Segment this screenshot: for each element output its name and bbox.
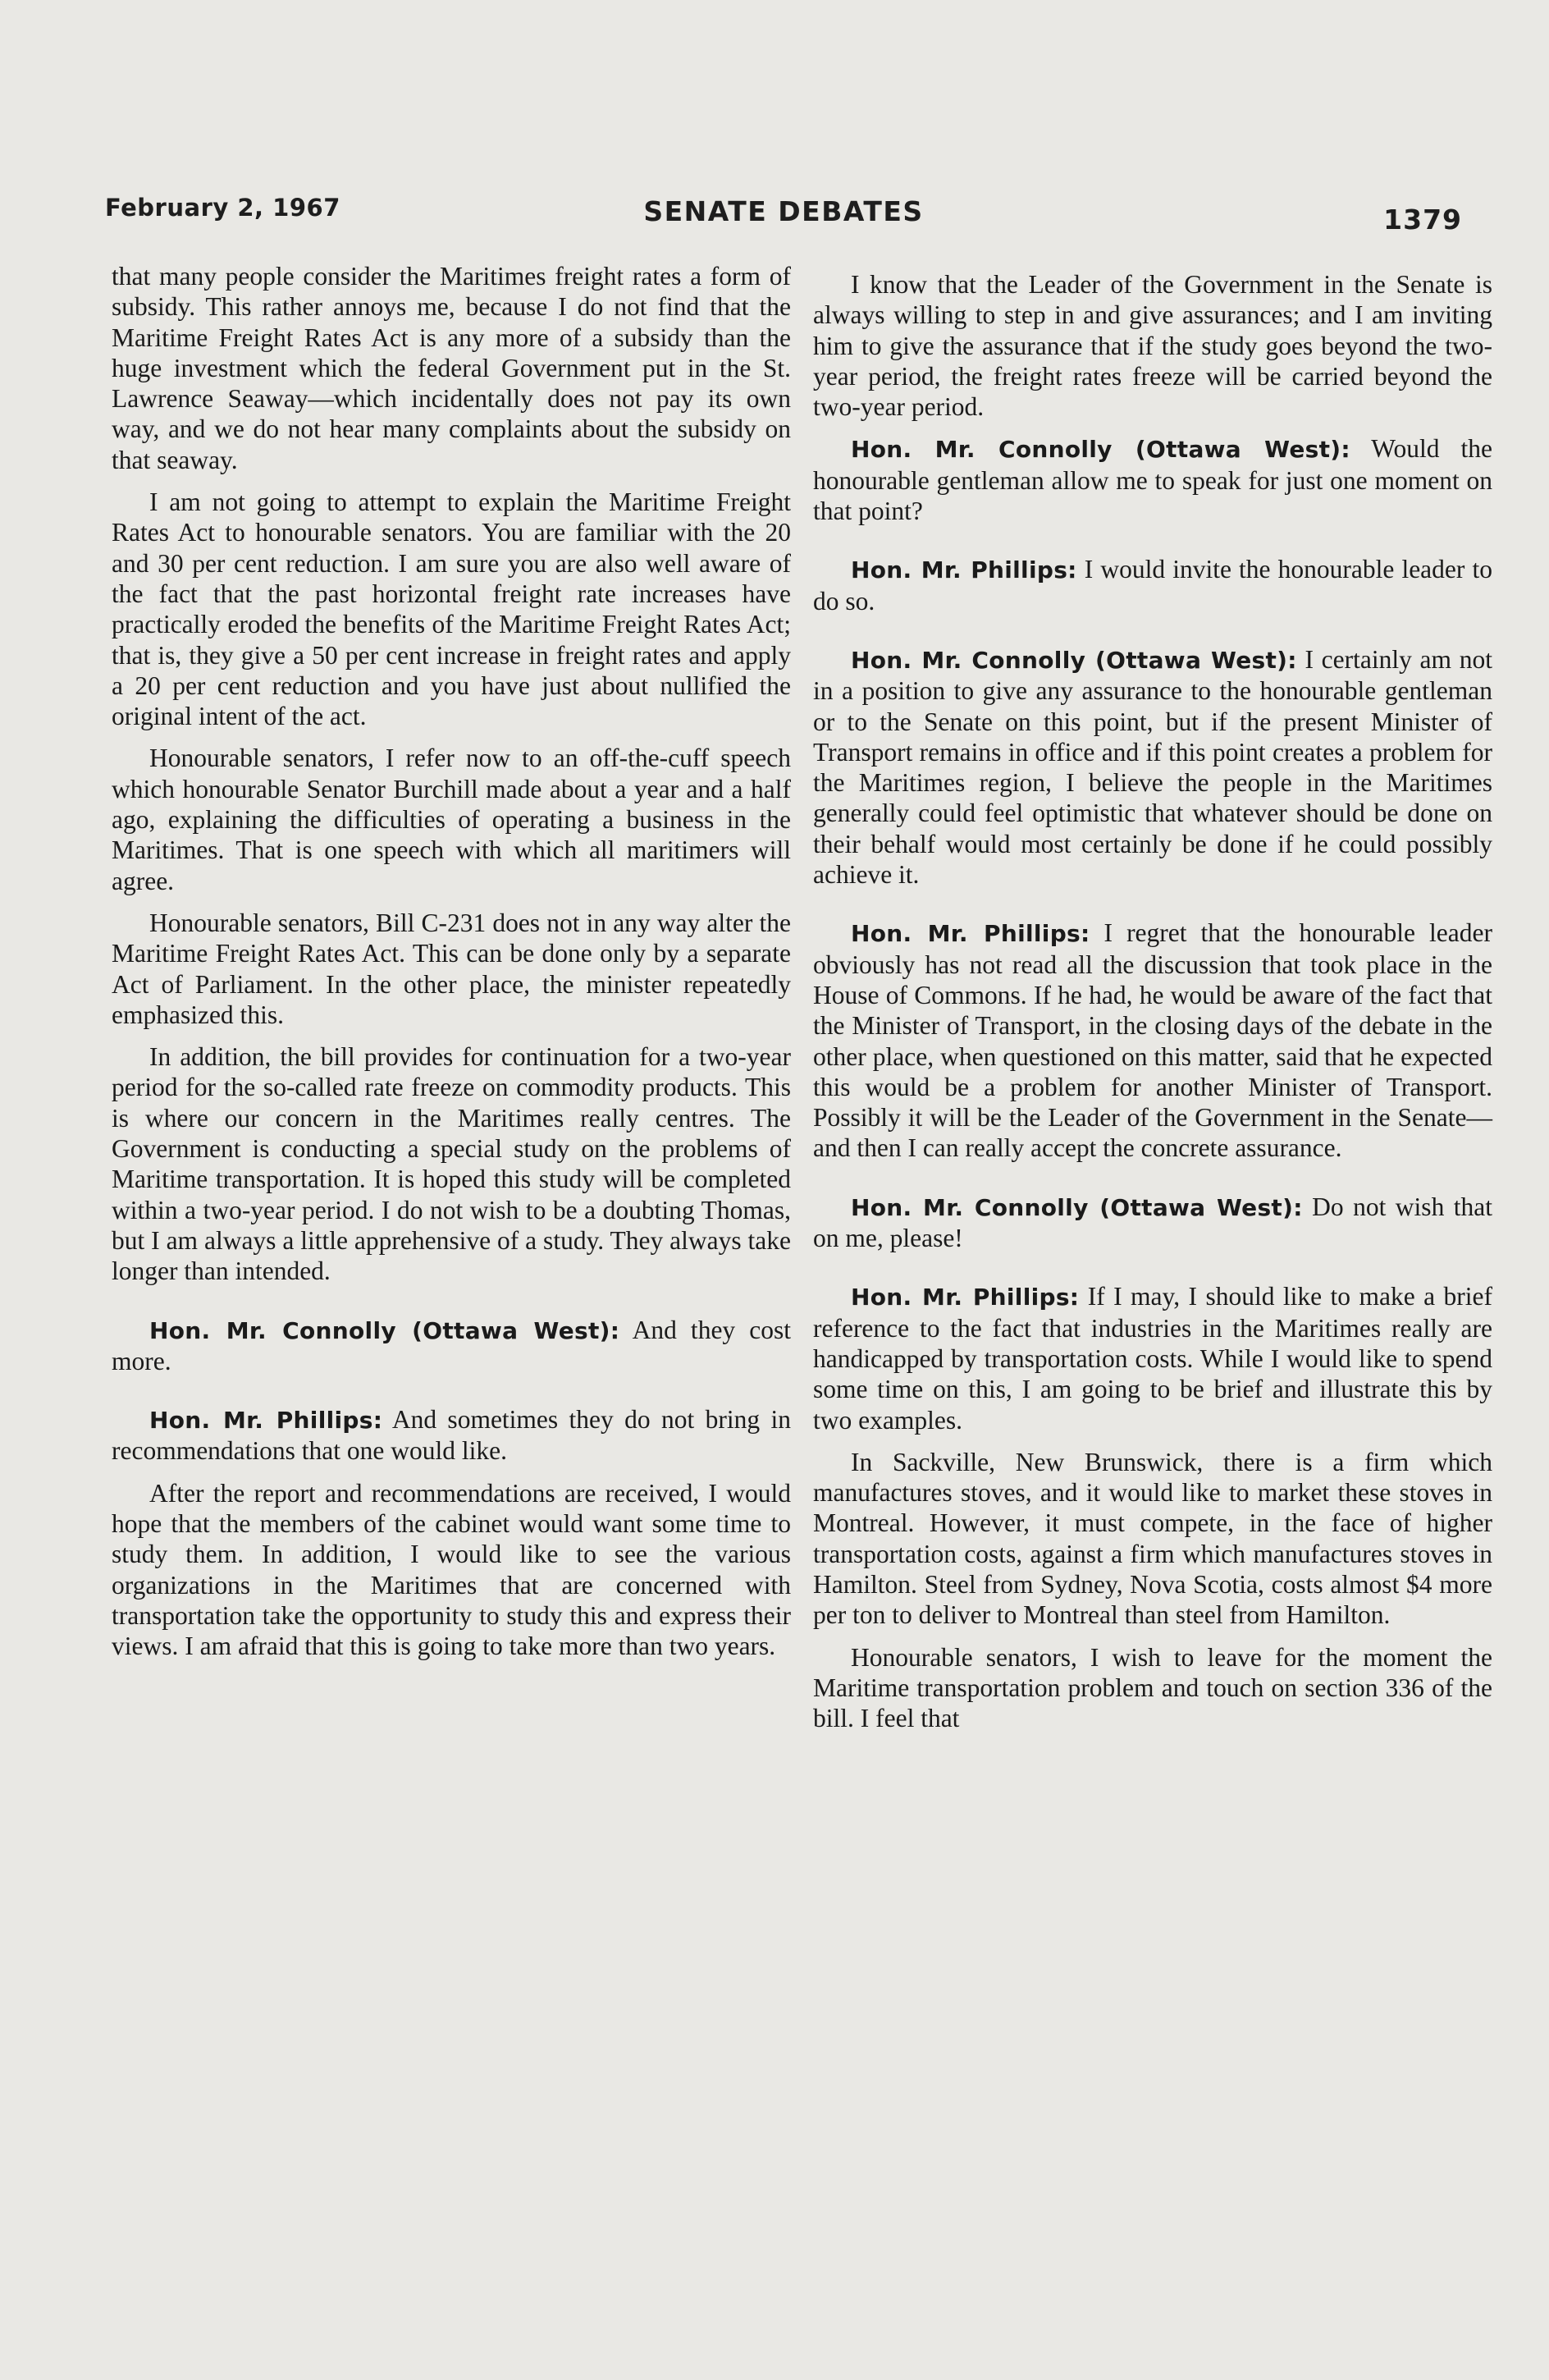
speech-paragraph: [813, 554, 1492, 616]
speaker-name: Hon. Mr. Phillips:: [149, 1407, 383, 1435]
speech-text: Would the honourable gentleman allow me to speak for just one moment on that point?: [813, 434, 1492, 526]
paragraph: that many people consider the Maritimes freight rates a form of subsidy. This rather annoys me, because I do not find that the Maritime Freight Rates Act is any more of a subsidy than the huge investment which the federal Government put in the St. Lawrence Seaway—which incidentally does not pay its own way, and we do not hear many complaints about the subsidy on that seaway.: [112, 262, 791, 474]
speaker-name: Hon. Mr. Connolly (Ottawa West):: [851, 436, 1350, 464]
header-date: February 2, 1967: [105, 194, 340, 222]
speech-paragraph: [813, 918, 1492, 1163]
speech-text: I would invite the honourable leader to do so.: [813, 555, 1492, 616]
speaker-name: Hon. Mr. Phillips:: [851, 556, 1077, 584]
speaker-name: Hon. Mr. Connolly (Ottawa West):: [851, 646, 1297, 674]
paragraph: In addition, the bill provides for continuation for a two-year period for the so-called rate freeze on commodity products. This is where our concern in the Maritimes really centres. The Government is conducting a special study on the problems of Maritime transportation. It is hoped this study will be completed within a two-year period. I do not wish to be a doubting Thomas, but I am always a little apprehensive of a study. They always take longer than intended.: [112, 1042, 791, 1286]
speaker-name: Hon. Mr. Phillips:: [851, 920, 1090, 948]
header-page-number: 1379: [1383, 204, 1462, 236]
speech-text: And they cost more.: [112, 1315, 791, 1375]
speech-text: I regret that the honourable leader obviously has not read all the discussion that took place in the House of Commons. If he had, he would be aware of the fact that the Minister of Transport, in the closing days of the debate in the other place, when questioned on this matter, said that he expected this would be a problem for another Minister of Transport. Possibly it will be the Leader of the Government in the Senate—and then I can really accept the concrete assurance.: [813, 918, 1492, 1163]
speech-text: If I may, I should like to make a brief reference to the fact that industries in the Maritimes really are handicapped by transportation costs. While I would like to spend some time on this, I am going to be brief and illustrate this by two examples.: [813, 1282, 1492, 1435]
right-column: [813, 269, 1492, 1745]
speaker-name: Hon. Mr. Connolly (Ottawa West):: [149, 1316, 620, 1344]
paragraph: Honourable senators, I wish to leave for the moment the Maritime transportation problem and touch on section 336 of the bill. I feel that: [813, 1642, 1492, 1733]
speaker-name: Hon. Mr. Connolly (Ottawa West):: [851, 1193, 1303, 1221]
speaker-name: Hon. Mr. Phillips:: [851, 1284, 1080, 1311]
page-header: [105, 189, 1462, 238]
speech-paragraph: [813, 433, 1492, 526]
speech-text: I certainly am not in a position to give any assurance to the honourable gentleman or to the Senate on this point, but if the present Minister of Transport remains in office and if this point creates a problem for the Maritimes region, I believe the people in the Maritimes generally could feel optimistic that whatever should be done on their behalf would most certainly be done if he could possibly achieve it.: [813, 644, 1492, 890]
paragraph: I know that the Leader of the Government in the Senate is always willing to step in and give assurances; and I am inviting him to give the assurance that if the study goes beyond the two-year period, the freight rates freeze will be carried beyond the two-year period.: [813, 270, 1492, 422]
speech-paragraph: [813, 644, 1492, 890]
paragraph: Honourable senators, Bill C-231 does not in any way alter the Maritime Freight Rates Act. This can be done only by a separate Act of Parliament. In the other place, the minister repeatedly emphasized this.: [112, 908, 791, 1029]
paragraph: I am not going to attempt to explain the Maritime Freight Rates Act to honourable senators. You are familiar with the 20 and 30 per cent reduction. I am sure you are also well aware of the fact that the past horizontal freight rate increases have practically eroded the benefits of the Maritime Freight Rates Act; that is, they give a 50 per cent increase in freight rates and apply a 20 per cent reduction and you have just about nullified the original intent of the act.: [112, 487, 791, 731]
speech-paragraph: [813, 1281, 1492, 1435]
speech-text: Do not wish that on me, please!: [813, 1192, 1492, 1253]
paragraph: After the report and recommendations are received, I would hope that the members of the cabinet would want some time to study them. In addition, I would like to see the various organizations in the Maritimes that are concerned with transportation take the opportunity to study this and express their views. I am afraid that this is going to take more than two years.: [112, 1478, 791, 1661]
speech-paragraph: [112, 1404, 791, 1467]
paragraph: In Sackville, New Brunswick, there is a firm which manufactures stoves, and it would like to market these stoves in Montreal. However, it must compete, in the face of higher transportation costs, against a firm which manufactures stoves in Hamilton. Steel from Sydney, Nova Scotia, costs almost $4 more per ton to deliver to Montreal than steel from Hamilton.: [813, 1447, 1492, 1630]
paragraph: Honourable senators, I refer now to an off-the-cuff speech which honourable Senator Burchill made about a year and a half ago, explaining the difficulties of operating a business in the Maritimes. That is one speech with which all maritimers will agree.: [112, 744, 791, 895]
speech-paragraph: [813, 1192, 1492, 1254]
left-column: [112, 261, 791, 1673]
speech-text: And sometimes they do not bring in recommendations that one would like.: [112, 1405, 791, 1466]
header-title: SENATE DEBATES: [643, 195, 924, 227]
speech-paragraph: [112, 1315, 791, 1377]
